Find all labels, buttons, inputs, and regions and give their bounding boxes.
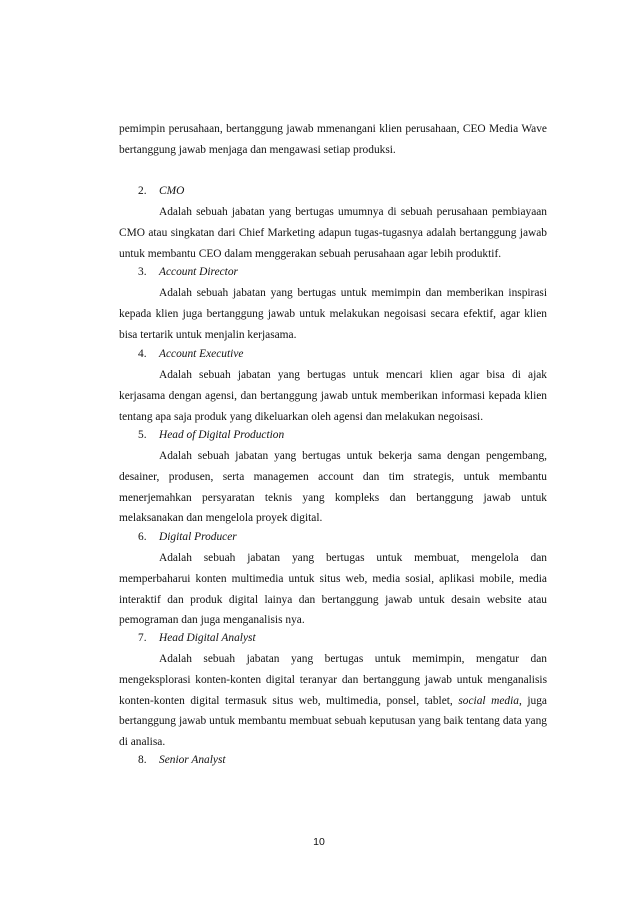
paragraph-italic-text: social media	[458, 694, 519, 707]
page-number: 10	[313, 836, 325, 848]
opening-paragraph: pemimpin perusahaan, bertanggung jawab mmenangani klien perusahaan, CEO Media Wave bertanggung jawab menjaga dan mengawasi setiap produksi.	[119, 123, 547, 156]
section-paragraph: Adalah sebuah jabatan yang bertugas untuk bekerja sama dengan pengembang, desainer, produsen, serta managemen account dan tim strategis, untuk membantu menerjemahkan persyaratan teknis yang kompleks dan bertanggung jawab untuk melaksanakan dan mengelola proyek digital.	[119, 450, 547, 525]
section-heading	[138, 262, 238, 283]
section-number: 8.	[138, 754, 147, 766]
section-heading	[138, 527, 237, 548]
section-heading	[138, 181, 184, 202]
section-number: 6.	[138, 531, 147, 543]
section-paragraph: Adalah sebuah jabatan yang bertugas untuk mencari klien agar bisa di ajak kerjasama dengan agensi, dan bertanggung jawab untuk memberikan informasi kepada klien tentang apa saja produk yang dikeluarkan oleh agensi dan melakukan negoisasi.	[119, 369, 547, 423]
section-heading	[138, 425, 284, 446]
section-number: 5.	[138, 429, 147, 441]
section-number: 7.	[138, 632, 147, 644]
section-paragraph	[119, 649, 547, 753]
section-title: Senior Analyst	[159, 754, 226, 766]
section-number: 3.	[138, 266, 147, 278]
section-title: Digital Producer	[159, 531, 237, 543]
paragraph-text: Adalah sebuah jabatan yang bertugas untuk memimpin, mengatur dan mengeksplorasi konten-konten digital teranyar dan bertanggung jawab untuk menganalisis konten-konten digital termasuk situs web, multimedia, ponsel, tablet,	[119, 653, 547, 707]
section-number: 4.	[138, 348, 147, 360]
section-title: Head Digital Analyst	[159, 632, 256, 644]
section-heading	[138, 344, 243, 365]
section-number: 2.	[138, 185, 147, 197]
section-heading	[138, 628, 256, 649]
section-paragraph: Adalah sebuah jabatan yang bertugas untuk memimpin dan memberikan inspirasi kepada klien juga bertanggung jawab untuk melakukan negoisasi secara efektif, agar klien bisa tertarik untuk menjalin kerjasama.	[119, 287, 547, 341]
section-heading	[138, 750, 226, 771]
section-paragraph: Adalah sebuah jabatan yang bertugas untuk membuat, mengelola dan memperbaharui konten multimedia untuk situs web, media sosial, aplikasi mobile, media interaktif dan produk digital lainya dan bertanggung jawab untuk desain website atau pemograman dan juga menganalisis nya.	[119, 552, 547, 627]
section-title: CMO	[159, 185, 185, 197]
section-paragraph: Adalah sebuah jabatan yang bertugas umumnya di sebuah perusahaan pembiayaan CMO atau singkatan dari Chief Marketing adapun tugas-tugasnya adalah bertanggung jawab untuk membantu CEO dalam menggerakan sebuah perusahaan agar lebih produktif.	[119, 206, 547, 260]
paragraph-text: , juga bertanggung jawab untuk membantu membuat sebuah keputusan yang baik tentang data yang di analisa.	[119, 694, 547, 749]
section-title: Head of Digital Production	[159, 429, 285, 441]
section-title: Account Executive	[159, 348, 244, 360]
section-title: Account Director	[159, 266, 238, 278]
